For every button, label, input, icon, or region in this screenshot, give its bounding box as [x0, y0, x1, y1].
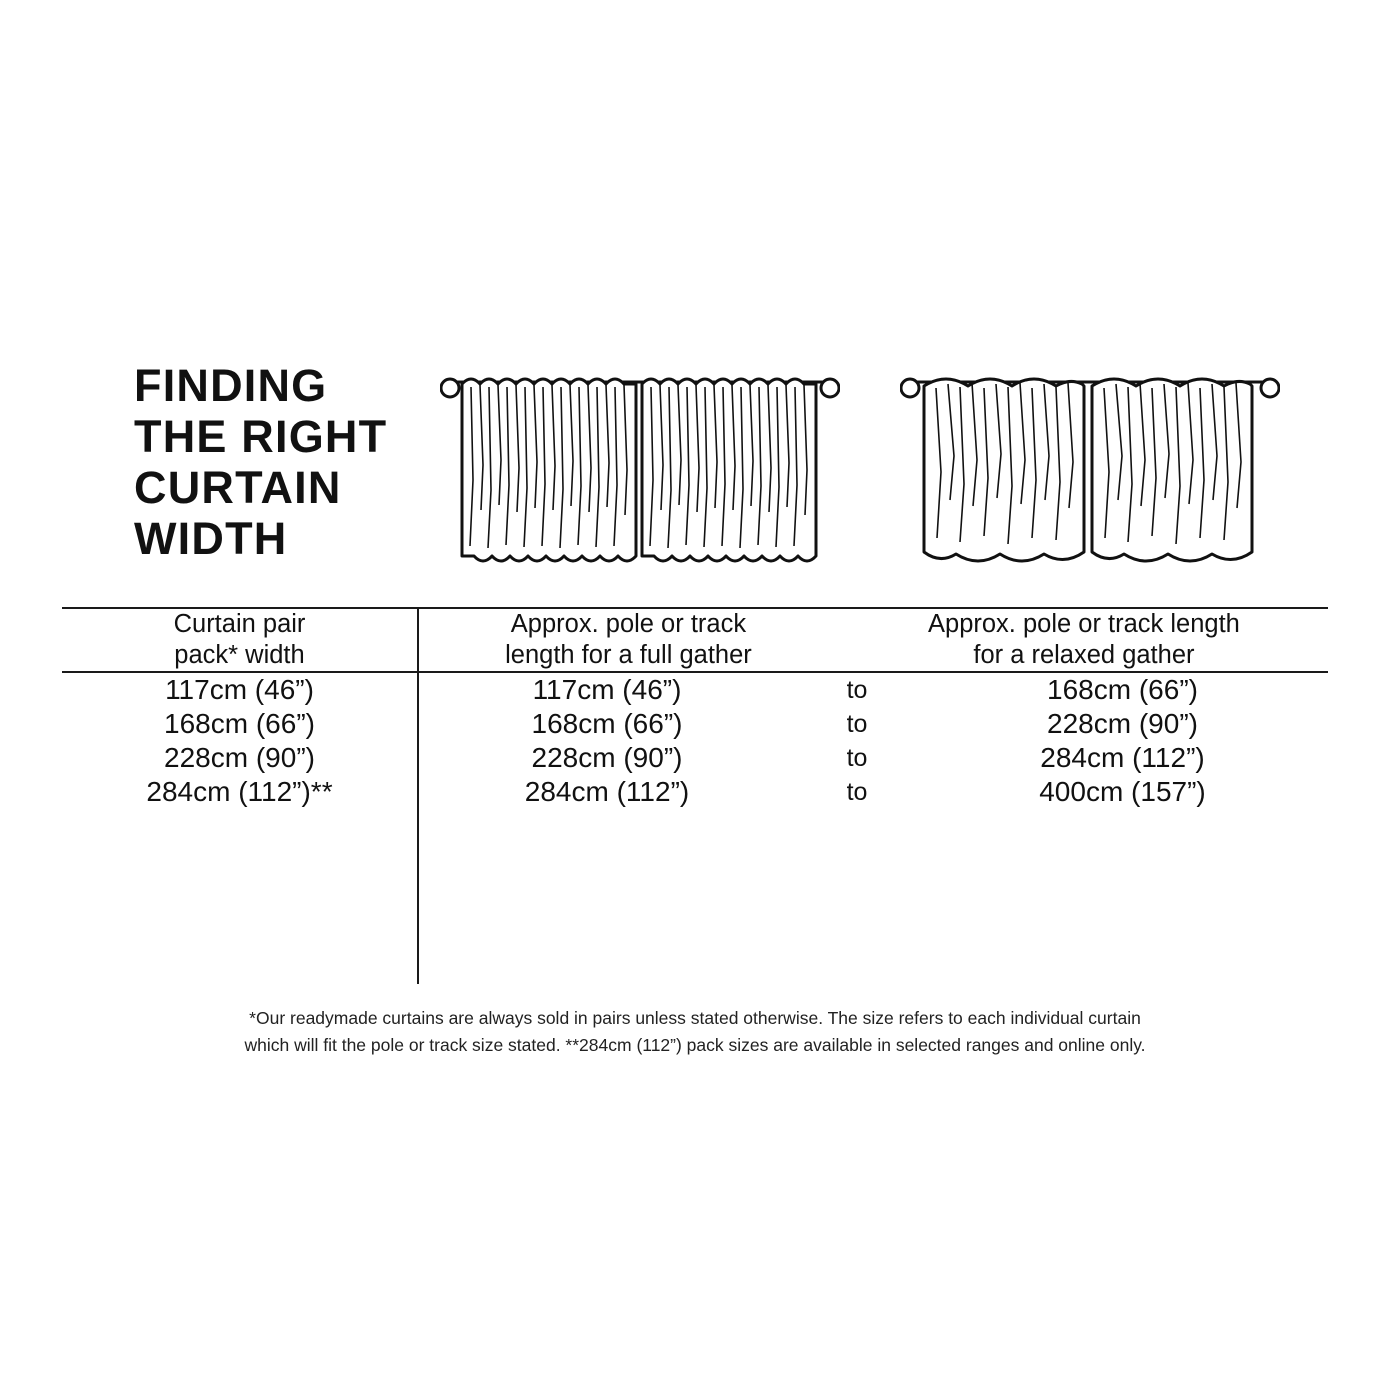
cell-full-gather: 168cm (66”) [531, 708, 683, 739]
relaxed-gather-curtain-icon [900, 360, 1280, 590]
cell-connector: to [846, 710, 868, 738]
column-header-relaxed-gather [928, 609, 1240, 671]
title-line-2: THE RIGHT [134, 411, 388, 462]
table-row [62, 672, 1328, 707]
cell-pack-width: 284cm (112”)** [146, 776, 333, 807]
cell-relaxed-gather: 168cm (66”) [1047, 674, 1198, 705]
title-line-1: FINDING [134, 360, 328, 411]
column-divider [417, 607, 419, 984]
table-header-row [62, 608, 1328, 672]
header-line: Approx. pole or track [510, 610, 747, 638]
cell-connector: to [846, 778, 868, 806]
full-gather-curtain-illustration [440, 360, 840, 595]
curtain-width-table [62, 607, 1328, 809]
column-header-pack-width [62, 608, 417, 672]
curtain-width-table-wrapper [62, 607, 1328, 809]
full-gather-curtain-icon [440, 360, 840, 590]
table-body [62, 672, 1328, 809]
table-header [62, 608, 1328, 672]
header-area [62, 360, 1328, 610]
page-title [62, 360, 402, 564]
footnote-line-1: *Our readymade curtains are always sold in pairs unless stated otherwise. The size refers to each individual curtain [249, 1008, 1141, 1028]
cell-connector: to [846, 744, 868, 772]
header-line: length for a full gather [505, 641, 752, 669]
cell-pack-width: 168cm (66”) [164, 708, 315, 739]
cell-relaxed-gather: 228cm (90”) [1047, 708, 1198, 739]
title-line-3: CURTAIN [134, 462, 342, 513]
cell-full-gather: 228cm (90”) [531, 742, 683, 773]
relaxed-gather-curtain-illustration [900, 360, 1280, 595]
header-line: Curtain pair [173, 610, 306, 638]
cell-full-gather: 117cm (46”) [532, 674, 682, 705]
cell-pack-width: 228cm (90”) [164, 742, 315, 773]
cell-connector: to [846, 676, 868, 704]
footnote [62, 1005, 1328, 1059]
cell-relaxed-gather: 284cm (112”) [1040, 742, 1205, 773]
header-line: for a relaxed gather [973, 641, 1195, 669]
header-line: Approx. pole or track length [928, 610, 1240, 638]
table-row [62, 775, 1328, 809]
cell-pack-width: 117cm (46”) [165, 674, 314, 705]
header-line: pack* width [174, 641, 305, 669]
column-header-gather-lengths [417, 608, 1328, 672]
table-row [62, 707, 1328, 741]
table-row [62, 741, 1328, 775]
title-line-4: WIDTH [134, 513, 288, 564]
cell-full-gather: 284cm (112”) [524, 776, 690, 807]
footnote-line-2: which will fit the pole or track size stated. **284cm (112”) pack sizes are available in selected ranges and online only. [244, 1035, 1146, 1055]
cell-relaxed-gather: 400cm (157”) [1039, 776, 1206, 807]
title-heading [134, 360, 402, 564]
column-header-full-gather [505, 609, 752, 671]
